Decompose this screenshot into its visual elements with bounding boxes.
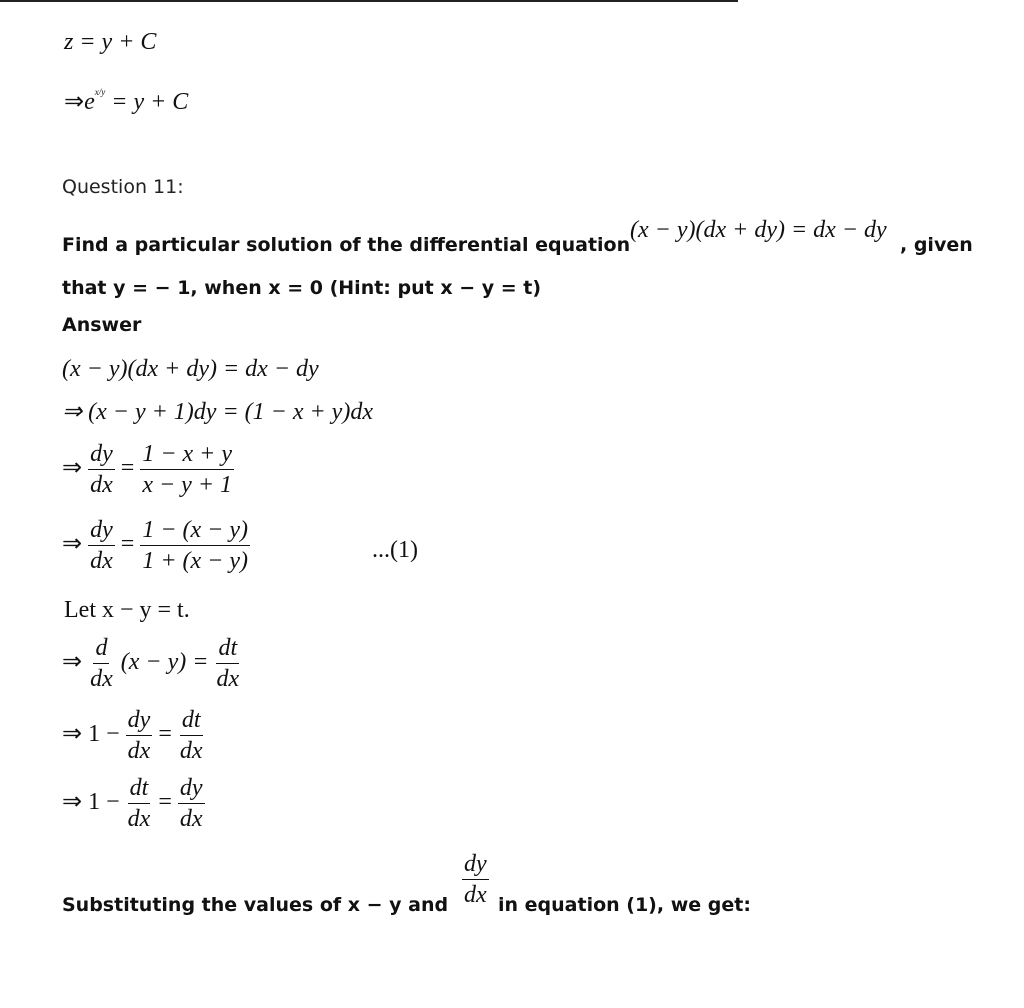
question-inline-equation: (x − y)(dx + dy) = dx − dy (630, 217, 887, 243)
exp-power: x/y (94, 87, 106, 97)
denominator: 1 + (x − y) (142, 548, 248, 574)
denominator: dx (90, 548, 113, 574)
exp-base: e (84, 89, 95, 115)
numerator: 1 − (x − y) (140, 518, 250, 546)
answer-eq-1: (x − y)(dx + dy) = dx − dy (62, 356, 319, 382)
fraction-dt-dx (214, 636, 241, 691)
numerator: dy (178, 776, 205, 804)
answer-eq-5 (62, 636, 241, 691)
numerator: dy (462, 852, 489, 880)
numerator: dt (128, 776, 151, 804)
answer-label: Answer (62, 314, 142, 336)
numerator: dt (216, 636, 239, 664)
denominator: dx (90, 666, 113, 692)
numerator: 1 − x + y (140, 442, 234, 470)
question-text-c: that y = − 1, when x = 0 (Hint: put x − y = t) (62, 277, 542, 299)
equation-tag: ...(1) (372, 537, 418, 563)
prefix: ⇒ 1 − (62, 789, 120, 816)
denominator: dx (464, 882, 487, 908)
fraction-dy-dx (88, 442, 115, 497)
answer-eq-7 (62, 776, 205, 831)
equation-line-2 (64, 87, 189, 115)
implies-symbol: ⇒ (62, 531, 83, 558)
expression: (x − y) = (120, 649, 209, 676)
question-heading: Question 11: (62, 176, 184, 198)
equals-sign: = (120, 531, 135, 558)
substitution-let: Let x − y = t. (64, 597, 190, 623)
answer-eq-3 (62, 442, 234, 497)
fraction-rhs (140, 442, 234, 497)
fraction-dt-dx (126, 776, 153, 831)
equals-sign: = (120, 455, 135, 482)
implies-symbol: ⇒ (64, 89, 85, 115)
denominator: dx (90, 472, 113, 498)
denominator: dx (127, 806, 151, 832)
numerator: dt (180, 708, 203, 736)
fraction-d-dx (88, 636, 115, 691)
numerator: d (93, 636, 109, 664)
question-text-a: Find a particular solution of the differential equation (62, 234, 631, 256)
answer-eq-4 (62, 518, 250, 573)
fraction-dy-dx (126, 708, 153, 763)
answer-eq-2: ⇒ (x − y + 1)dy = (1 − x + y)dx (62, 399, 373, 425)
equation-line-1: z = y + C (64, 29, 157, 55)
substitution-fraction (462, 852, 489, 907)
denominator: dx (216, 666, 240, 692)
equals-sign: = (158, 721, 172, 748)
fraction-dt-dx (178, 708, 205, 763)
denominator: dx (127, 738, 151, 764)
equation-rhs: = y + C (111, 89, 189, 115)
implies-symbol: ⇒ (62, 649, 83, 676)
answer-eq-6 (62, 708, 205, 763)
substitution-text-a: Substituting the values of x − y and (62, 894, 449, 916)
numerator: dy (88, 518, 115, 546)
fraction-dy-dx (178, 776, 205, 831)
equals-sign: = (158, 789, 172, 816)
substitution-text-b: in equation (1), we get: (498, 894, 751, 916)
fraction-rhs (140, 518, 250, 573)
denominator: x − y + 1 (142, 472, 233, 498)
denominator: dx (179, 738, 203, 764)
fraction-dy-dx (88, 518, 115, 573)
question-text-b: , given (900, 234, 973, 256)
prefix: ⇒ 1 − (62, 721, 120, 748)
numerator: dy (126, 708, 153, 736)
denominator: dx (179, 806, 203, 832)
numerator: dy (88, 442, 115, 470)
implies-symbol: ⇒ (62, 455, 83, 482)
fraction-dy-dx (462, 852, 489, 907)
top-rule (0, 0, 738, 2)
